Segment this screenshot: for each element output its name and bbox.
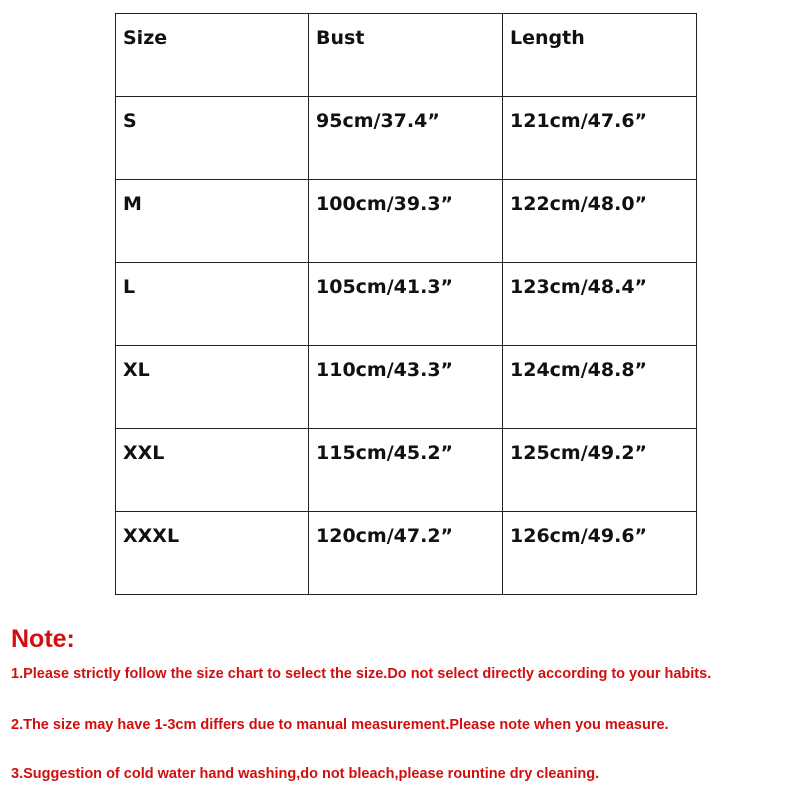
table-row	[116, 180, 697, 263]
length-cell: 124cm/48.8”	[503, 346, 697, 429]
header-length: Length	[503, 14, 697, 97]
length-cell: 122cm/48.0”	[503, 180, 697, 263]
bust-cell: 100cm/39.3”	[309, 180, 503, 263]
table-row	[116, 346, 697, 429]
note-section	[11, 622, 791, 782]
note-line-2: 2.The size may have 1-3cm differs due to manual measurement.Please note when you measure.	[11, 717, 669, 733]
bust-cell: 105cm/41.3”	[309, 263, 503, 346]
size-cell: XXXL	[116, 512, 309, 595]
note-title: Note:	[11, 625, 75, 653]
size-cell: M	[116, 180, 309, 263]
bust-cell: 120cm/47.2”	[309, 512, 503, 595]
length-cell: 125cm/49.2”	[503, 429, 697, 512]
header-size: Size	[116, 14, 309, 97]
size-cell: XL	[116, 346, 309, 429]
table-row	[116, 512, 697, 595]
table-row	[116, 263, 697, 346]
table-row	[116, 97, 697, 180]
length-cell: 126cm/49.6”	[503, 512, 697, 595]
size-cell: XXL	[116, 429, 309, 512]
note-line-1: 1.Please strictly follow the size chart to select the size.Do not select directly according to your habits.	[11, 666, 712, 682]
size-chart-table	[115, 13, 697, 595]
length-cell: 121cm/47.6”	[503, 97, 697, 180]
table-header-row	[116, 14, 697, 97]
table-row	[116, 429, 697, 512]
note-line-3: 3.Suggestion of cold water hand washing,do not bleach,please rountine dry cleaning.	[11, 766, 600, 782]
bust-cell: 110cm/43.3”	[309, 346, 503, 429]
size-cell: S	[116, 97, 309, 180]
length-cell: 123cm/48.4”	[503, 263, 697, 346]
bust-cell: 115cm/45.2”	[309, 429, 503, 512]
size-cell: L	[116, 263, 309, 346]
header-bust: Bust	[309, 14, 503, 97]
bust-cell: 95cm/37.4”	[309, 97, 503, 180]
